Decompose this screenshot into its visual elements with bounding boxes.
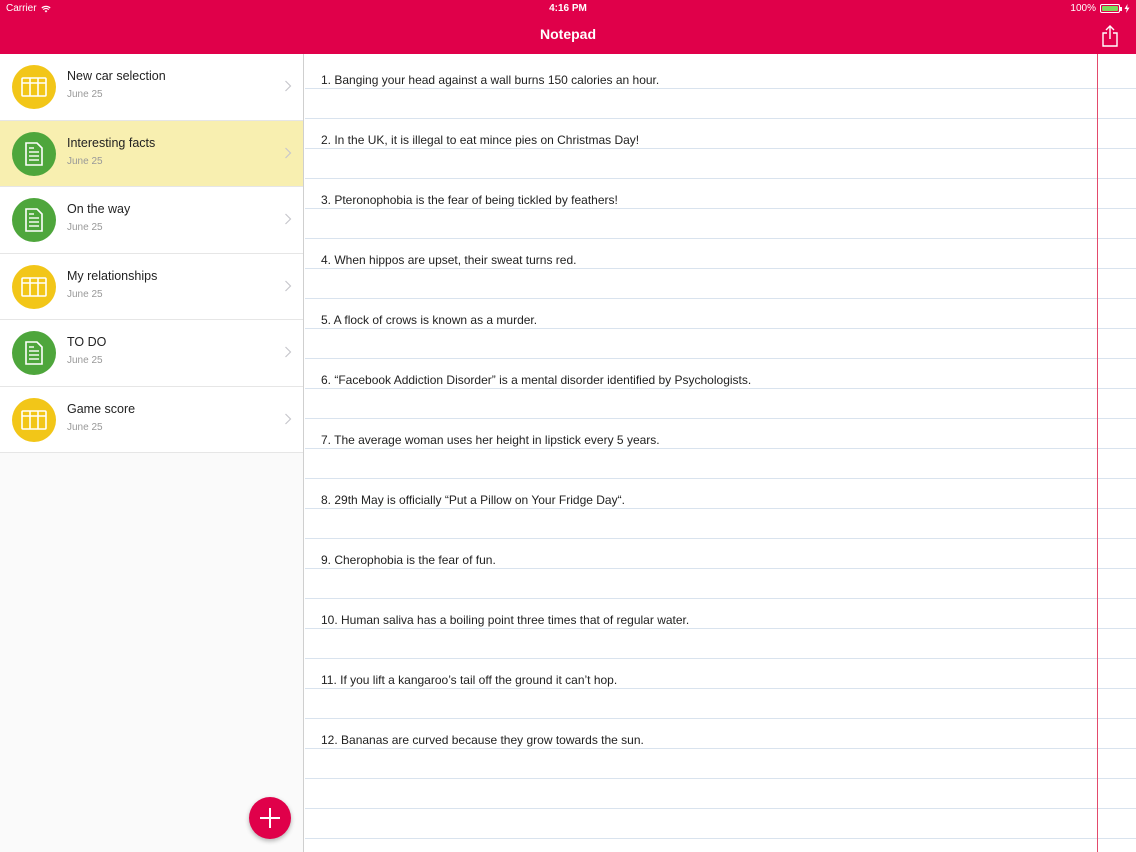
- ruled-line: [305, 298, 1136, 299]
- navigation-bar: [0, 0, 1136, 54]
- ruled-line: [305, 268, 1136, 269]
- ruled-line: [305, 628, 1136, 629]
- note-list-item[interactable]: [0, 187, 303, 254]
- note-list-item[interactable]: [0, 387, 303, 454]
- chevron-right-icon: [284, 147, 292, 159]
- status-right: [1070, 3, 1130, 14]
- chevron-right-icon: [284, 80, 292, 92]
- ruled-line: [305, 748, 1136, 749]
- chevron-right-icon: [284, 346, 292, 358]
- ruled-line: [305, 568, 1136, 569]
- ruled-line: [305, 478, 1136, 479]
- status-time: 4:16 PM: [549, 3, 587, 14]
- note-date: June 25: [67, 355, 103, 366]
- note-text-line: 5. A flock of crows is known as a murder.: [321, 313, 538, 327]
- ruled-line: [305, 778, 1136, 779]
- status-bar: [0, 0, 1136, 18]
- table-icon: [12, 398, 56, 442]
- note-list-item[interactable]: [0, 121, 303, 188]
- note-text-line: 7. The average woman uses her height in lipstick every 5 years.: [321, 433, 660, 447]
- charging-icon: [1124, 4, 1130, 13]
- share-button[interactable]: [1100, 25, 1120, 47]
- note-text-line: 10. Human saliva has a boiling point three times that of regular water.: [321, 613, 690, 627]
- ruled-line: [305, 508, 1136, 509]
- ruled-line: [305, 448, 1136, 449]
- ruled-line: [305, 808, 1136, 809]
- note-title: Game score: [67, 401, 136, 416]
- ruled-line: [305, 688, 1136, 689]
- note-list-item[interactable]: [0, 320, 303, 387]
- note-date: June 25: [67, 89, 103, 100]
- note-text-line: 1. Banging your head against a wall burns 150 calories an hour.: [321, 73, 660, 87]
- note-text-line: 3. Pteronophobia is the fear of being tickled by feathers!: [321, 193, 618, 207]
- ruled-line: [305, 88, 1136, 89]
- ruled-line: [305, 238, 1136, 239]
- ruled-line: [305, 358, 1136, 359]
- page-title: Notepad: [540, 26, 596, 42]
- ruled-line: [305, 118, 1136, 119]
- note-title: On the way: [67, 202, 131, 216]
- ruled-line: [305, 718, 1136, 719]
- note-text-line: 6. “Facebook Addiction Disorder” is a mental disorder identified by Psychologists.: [321, 373, 752, 387]
- note-date: June 25: [67, 421, 103, 433]
- ruled-line: [305, 208, 1136, 209]
- chevron-right-icon: [284, 413, 292, 425]
- note-list-item[interactable]: [0, 54, 303, 121]
- note-date: June 25: [67, 288, 103, 300]
- document-icon: [12, 132, 56, 176]
- notes-list: [0, 54, 303, 453]
- chevron-right-icon: [284, 213, 292, 225]
- share-icon: [1100, 25, 1120, 47]
- ruled-line: [305, 538, 1136, 539]
- ruled-line: [305, 148, 1136, 149]
- note-title: My relationships: [67, 268, 158, 283]
- note-editor[interactable]: [305, 54, 1136, 852]
- ruled-line: [305, 598, 1136, 599]
- carrier-label: Carrier: [6, 3, 37, 14]
- margin-line: [1097, 54, 1098, 852]
- ruled-line: [305, 328, 1136, 329]
- document-icon: [12, 198, 56, 242]
- note-text-line: 11. If you lift a kangaroo’s tail off the ground it can’t hop.: [321, 673, 618, 687]
- note-date: June 25: [67, 155, 103, 167]
- battery-icon: [1100, 4, 1120, 13]
- battery-percent: 100%: [1070, 3, 1096, 14]
- note-text-line: 12. Bananas are curved because they grow towards the sun.: [321, 733, 644, 747]
- note-text-line: 4. When hippos are upset, their sweat turns red.: [321, 253, 577, 267]
- note-title: TO DO: [67, 335, 107, 349]
- ruled-line: [305, 418, 1136, 419]
- ruled-line: [305, 658, 1136, 659]
- document-icon: [12, 331, 56, 375]
- ruled-line: [305, 388, 1136, 389]
- add-note-button[interactable]: [249, 797, 291, 839]
- note-list-item[interactable]: [0, 254, 303, 321]
- note-text-line: 9. Cherophobia is the fear of fun.: [321, 553, 496, 567]
- table-icon: [12, 65, 56, 109]
- note-title: Interesting facts: [67, 135, 156, 150]
- table-icon: [12, 265, 56, 309]
- notes-sidebar: [0, 54, 304, 852]
- note-title: New car selection: [67, 69, 166, 83]
- plus-icon: [259, 807, 281, 829]
- note-text-line: 2. In the UK, it is illegal to eat mince pies on Christmas Day!: [321, 133, 640, 147]
- ruled-line: [305, 178, 1136, 179]
- ruled-line: [305, 838, 1136, 839]
- chevron-right-icon: [284, 280, 292, 292]
- note-date: June 25: [67, 222, 103, 233]
- note-text-line: 8. 29th May is officially “Put a Pillow on Your Fridge Day“.: [321, 493, 625, 507]
